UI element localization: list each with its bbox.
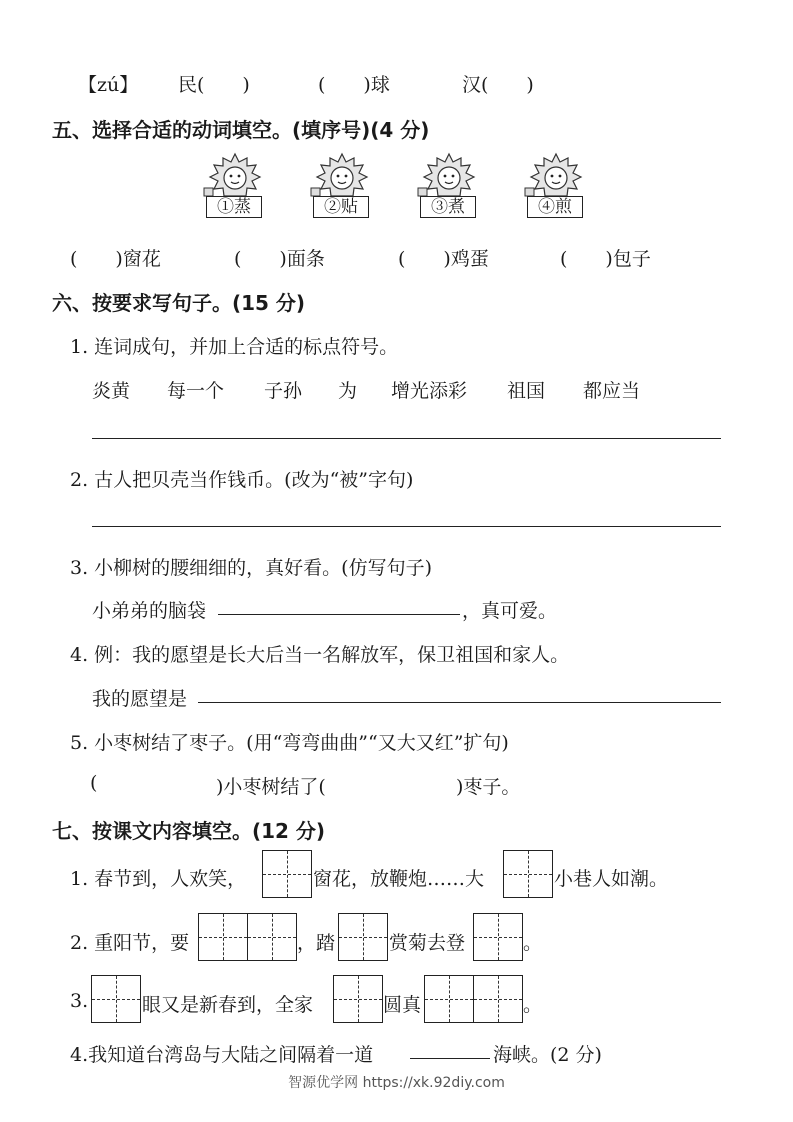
- verb-card-1: [202, 152, 268, 230]
- tianzige-box[interactable]: [91, 975, 141, 1023]
- q1-word: 增光添彩: [391, 380, 468, 402]
- verb-blank-4[interactable]: ( )包子: [560, 248, 651, 270]
- tianzige-box[interactable]: [424, 975, 474, 1023]
- lion-icon: [416, 152, 482, 202]
- q3-prompt: 3. 小柳树的腰细细的，真好看。(仿写句子): [70, 557, 432, 579]
- lion-icon: [309, 152, 375, 202]
- verb-blank-2[interactable]: ( )面条: [234, 248, 325, 270]
- q1-word: 都应当: [583, 380, 641, 402]
- l1-text-a: 1. 春节到，人欢笑，: [70, 868, 247, 890]
- tianzige-box[interactable]: [262, 850, 312, 898]
- q5-middle: )小枣树结了(: [216, 776, 326, 798]
- q5-paren-open: (: [90, 772, 98, 794]
- lion-icon: [523, 152, 589, 202]
- q1-prompt: 1. 连词成句，并加上合适的标点符号。: [70, 336, 399, 358]
- q5-end: )枣子。: [456, 776, 521, 798]
- section7-title: 七、按课文内容填空。(12 分): [52, 819, 326, 843]
- tianzige-box[interactable]: [247, 913, 297, 961]
- verb-blank-1[interactable]: ( )窗花: [70, 248, 161, 270]
- l3-text-d: 。: [523, 994, 543, 1016]
- answer-line[interactable]: [410, 1058, 490, 1059]
- q1-word: 为: [338, 380, 358, 402]
- fill-blank-2[interactable]: ( )球: [318, 74, 390, 96]
- l3-text-a: 3.: [70, 990, 89, 1012]
- q1-word: 子孙: [264, 380, 303, 402]
- footer-watermark: 智源优学网 https://xk.92diy.com: [288, 1075, 505, 1091]
- verb-label: ④煎: [527, 196, 583, 218]
- tianzige-box[interactable]: [338, 913, 388, 961]
- tianzige-box[interactable]: [333, 975, 383, 1023]
- tianzige-box[interactable]: [473, 975, 523, 1023]
- answer-line[interactable]: [92, 526, 721, 527]
- l2-text-c: 赏菊去登: [389, 932, 466, 954]
- verb-card-2: [309, 152, 375, 230]
- answer-line[interactable]: [92, 438, 721, 439]
- q3-suffix: ，真可爱。: [462, 600, 558, 622]
- q4-prefix: 我的愿望是: [92, 688, 188, 710]
- fill-blank-3[interactable]: 汉( ): [462, 74, 534, 96]
- answer-line[interactable]: [198, 702, 721, 703]
- l2-text-a: 2. 重阳节，要: [70, 932, 190, 954]
- pinyin-label: 【zú】: [78, 74, 139, 96]
- verb-card-4: [523, 152, 589, 230]
- tianzige-box[interactable]: [503, 850, 553, 898]
- section6-title: 六、按要求写句子。(15 分): [52, 291, 306, 315]
- q2-prompt: 2. 古人把贝壳当作钱币。(改为“被”字句): [70, 469, 414, 491]
- l2-text-d: 。: [523, 932, 543, 954]
- l3-text-c: 圆真: [383, 994, 422, 1016]
- verb-blank-3[interactable]: ( )鸡蛋: [398, 248, 489, 270]
- q3-prefix: 小弟弟的脑袋: [92, 600, 207, 622]
- verb-label: ②贴: [313, 196, 369, 218]
- tianzige-box[interactable]: [198, 913, 248, 961]
- fill-blank-1[interactable]: 民( ): [178, 74, 250, 96]
- q1-word: 炎黄: [92, 380, 131, 402]
- l1-text-b: 窗花，放鞭炮……大: [313, 868, 485, 890]
- verb-label: ①蒸: [206, 196, 262, 218]
- q1-word: 每一个: [167, 380, 225, 402]
- l3-text-b: 眼又是新春到，全家: [142, 994, 314, 1016]
- verb-card-3: [416, 152, 482, 230]
- section5-title: 五、选择合适的动词填空。(填序号)(4 分): [52, 118, 430, 142]
- q4-prompt: 4. 例：我的愿望是长大后当一名解放军，保卫祖国和家人。: [70, 644, 570, 666]
- answer-line[interactable]: [218, 614, 460, 615]
- q5-prompt: 5. 小枣树结了枣子。(用“弯弯曲曲”“又大又红”扩句): [70, 732, 509, 754]
- q1-word: 祖国: [507, 380, 546, 402]
- lion-icon: [202, 152, 268, 202]
- l4-text-b: 海峡。(2 分): [493, 1044, 602, 1066]
- tianzige-box[interactable]: [473, 913, 523, 961]
- l1-text-c: 小巷人如潮。: [554, 868, 669, 890]
- verb-label: ③煮: [420, 196, 476, 218]
- l4-text-a: 4.我知道台湾岛与大陆之间隔着一道: [70, 1044, 374, 1066]
- l2-text-b: ，踏: [297, 932, 336, 954]
